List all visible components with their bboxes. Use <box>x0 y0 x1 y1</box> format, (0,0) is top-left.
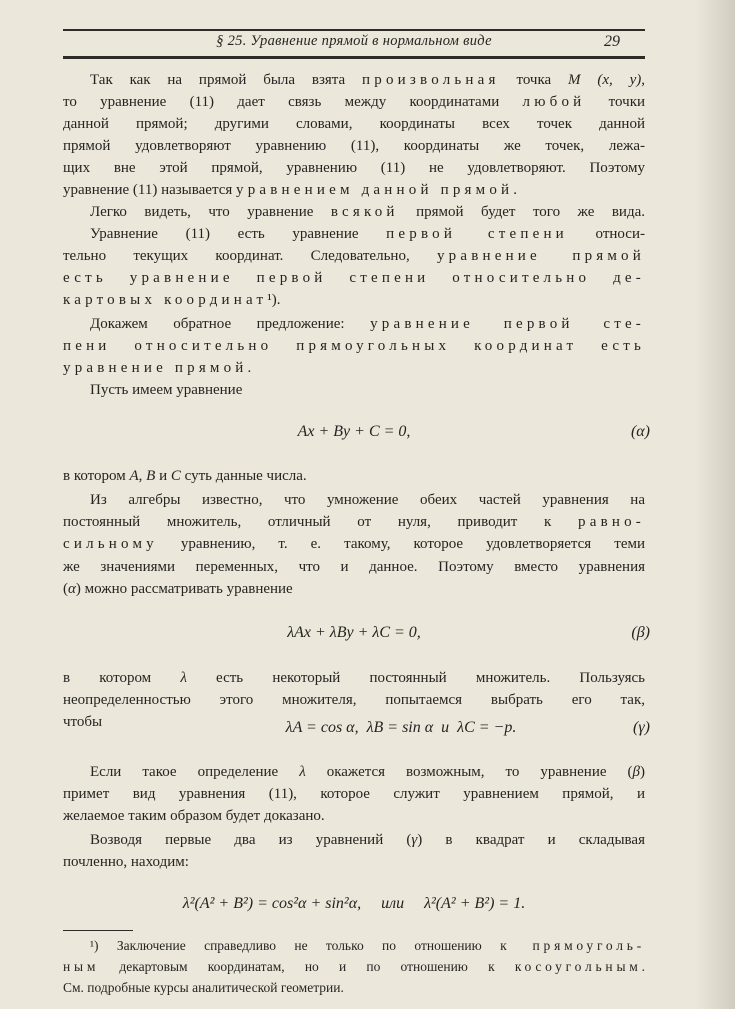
spaced-emphasis: картовых координат <box>63 292 268 308</box>
math-symbol: γ <box>411 832 418 848</box>
text-line <box>90 202 645 222</box>
spaced-emphasis: уравнение прямой <box>63 360 248 376</box>
footnote-line <box>63 978 645 998</box>
text-segment: уравнению, т. е. такому, которое удовлетворяется теми <box>157 536 645 552</box>
text-segment: в котором <box>63 670 181 686</box>
text-segment: , <box>138 468 147 484</box>
text-line <box>63 358 645 378</box>
text-segment: ( <box>63 581 68 597</box>
spaced-emphasis: уравнением данной прямой <box>236 182 514 198</box>
text-segment: . <box>641 959 645 974</box>
text-segment: тельно текущих координат. Следовательно, <box>63 248 437 264</box>
math-symbol: C <box>170 468 181 484</box>
page-edge-shadow <box>695 0 735 1009</box>
text-segment: Легко видеть, что уравнение <box>90 204 331 220</box>
text-segment: в котором <box>63 468 130 484</box>
text-line <box>90 762 645 782</box>
footnote-line <box>90 936 645 956</box>
text-line <box>63 92 645 112</box>
spaced-emphasis: косоугольным <box>514 959 642 974</box>
text-segment: окажется возможным, то уравнение ( <box>305 764 633 780</box>
text-segment: Если такое определение <box>90 764 300 780</box>
text-segment: есть некоторый постоянный множитель. Пользуясь <box>186 670 645 686</box>
text-segment: желаемое таким образом будет доказано. <box>63 808 325 824</box>
math-symbol: A <box>129 468 139 484</box>
math-symbol: λ <box>180 670 187 686</box>
text-segment: суть данные числа. <box>180 468 307 484</box>
text-segment: Докажем обратное предложение: <box>90 316 371 332</box>
text-segment: щих вне этой прямой, уравнению (11) не удовлетворяют. Поэтому <box>63 160 645 176</box>
text-segment: . <box>513 182 518 198</box>
text-line <box>63 180 645 200</box>
text-segment: уравнение (11) называется <box>63 182 237 198</box>
text-line <box>63 246 645 266</box>
text-segment: неопределенностью этого множителя, попытаемся выбрать его так, <box>63 692 645 708</box>
text-segment: ) можно рассматривать уравнение <box>75 581 293 597</box>
page-number: 29 <box>604 33 620 50</box>
text-line <box>90 380 645 400</box>
text-segment: Так как на прямой была взята <box>90 72 363 88</box>
text-line <box>63 336 645 356</box>
math-symbol: M (x, y) <box>568 72 642 88</box>
spaced-emphasis: произвольная <box>362 72 500 88</box>
spaced-emphasis: сильному <box>63 536 158 552</box>
spaced-emphasis: уравнение прямой <box>436 248 645 264</box>
display-formula: λAx + λBy + λC = 0, <box>287 624 421 641</box>
text-segment: , <box>641 72 646 88</box>
text-segment: Уравнение (11) есть уравнение <box>90 226 387 242</box>
text-segment: ¹). <box>267 292 281 308</box>
text-line <box>63 784 645 804</box>
running-header <box>63 33 645 53</box>
text-line <box>63 114 645 134</box>
spaced-emphasis: пени относительно прямоугольных координат есть <box>63 338 645 354</box>
text-segment: точки <box>585 94 646 110</box>
section-title: § 25. Уравнение прямой в нормальном виде <box>216 33 492 49</box>
spaced-emphasis: равно- <box>578 514 645 530</box>
text-line <box>63 690 645 710</box>
text-line <box>90 490 645 510</box>
text-line <box>90 70 645 90</box>
text-segment: примет вид уравнения (11), которое служит уравнением прямой, и <box>63 786 645 802</box>
text-segment: прямой удовлетворяют уравнению (11), координаты же точек, лежа- <box>63 138 645 154</box>
text-line <box>90 314 645 334</box>
text-segment: декартовым координатам, но и по отношению к <box>99 959 515 974</box>
display-formula: Ax + By + C = 0, <box>297 423 411 440</box>
equation-label: (α) <box>630 423 650 440</box>
text-segment: ) в квадрат и складывая <box>417 832 645 848</box>
text-segment: относи- <box>567 226 645 242</box>
math-symbol: λ <box>299 764 306 780</box>
text-segment: постоянный множитель, отличный от нуля, приводит к <box>63 514 579 530</box>
text-segment: Возводя первые два из уравнений ( <box>90 832 412 848</box>
footnote-line <box>63 957 645 977</box>
text-segment: Пусть имеем уравнение <box>90 382 243 398</box>
math-symbol: α <box>68 581 76 597</box>
text-segment: Из алгебры известно, что умножение обеих частей уравнения на <box>90 492 645 508</box>
header-bottom-rule <box>63 56 645 59</box>
text-segment: и <box>155 468 171 484</box>
text-line <box>63 512 645 532</box>
footnote-rule <box>63 930 133 931</box>
text-segment: точка <box>499 72 569 88</box>
spaced-emphasis: всякой <box>330 204 399 220</box>
spaced-emphasis: уравнение первой сте- <box>370 316 645 332</box>
text-segment: См. подробные курсы аналитической геометрии. <box>63 980 344 995</box>
text-line <box>63 268 645 288</box>
spaced-emphasis: любой <box>522 94 586 110</box>
text-line <box>90 224 645 244</box>
equation-label: (β) <box>631 624 650 641</box>
text-segment: прямой будет того же вида. <box>398 204 645 220</box>
text-line <box>63 290 645 310</box>
header-top-rule <box>63 29 645 31</box>
text-line <box>63 466 645 486</box>
spaced-emphasis: первой степени <box>386 226 568 242</box>
text-line <box>63 579 645 599</box>
text-segment: же значениями переменных, что и данное. Поэтому вместо уравнения <box>63 559 645 575</box>
math-symbol: B <box>146 468 156 484</box>
text-line <box>90 830 645 850</box>
text-line <box>63 158 645 178</box>
spaced-emphasis: есть уравнение первой степени относительно де- <box>63 270 645 286</box>
text-segment: . <box>247 360 252 376</box>
equation-label: (γ) <box>633 719 650 736</box>
text-segment: то уравнение (11) дает связь между координатами <box>63 94 523 110</box>
display-formula: λA = cos α, λB = sin α и λC = −p. <box>285 719 517 736</box>
text-line <box>63 668 645 688</box>
text-segment: чтобы <box>63 714 103 730</box>
spaced-emphasis: к прямоуголь- <box>500 938 646 953</box>
text-segment: ¹) Заключение справедливо не только по отношению <box>90 938 501 953</box>
text-segment: ) <box>640 764 645 780</box>
text-segment: данной прямой; другими словами, координаты всех точек данной <box>63 116 645 132</box>
text-line <box>63 852 645 872</box>
text-line <box>63 534 645 554</box>
text-line <box>63 557 645 577</box>
text-line <box>63 136 645 156</box>
display-formula: λ²(A² + B²) = cos²α + sin²α, или λ²(A² + B²) = 1. <box>182 895 526 912</box>
spaced-emphasis: ным <box>63 959 100 974</box>
text-line <box>63 806 645 826</box>
text-segment: почленно, находим: <box>63 854 189 870</box>
math-symbol: β <box>632 764 640 780</box>
